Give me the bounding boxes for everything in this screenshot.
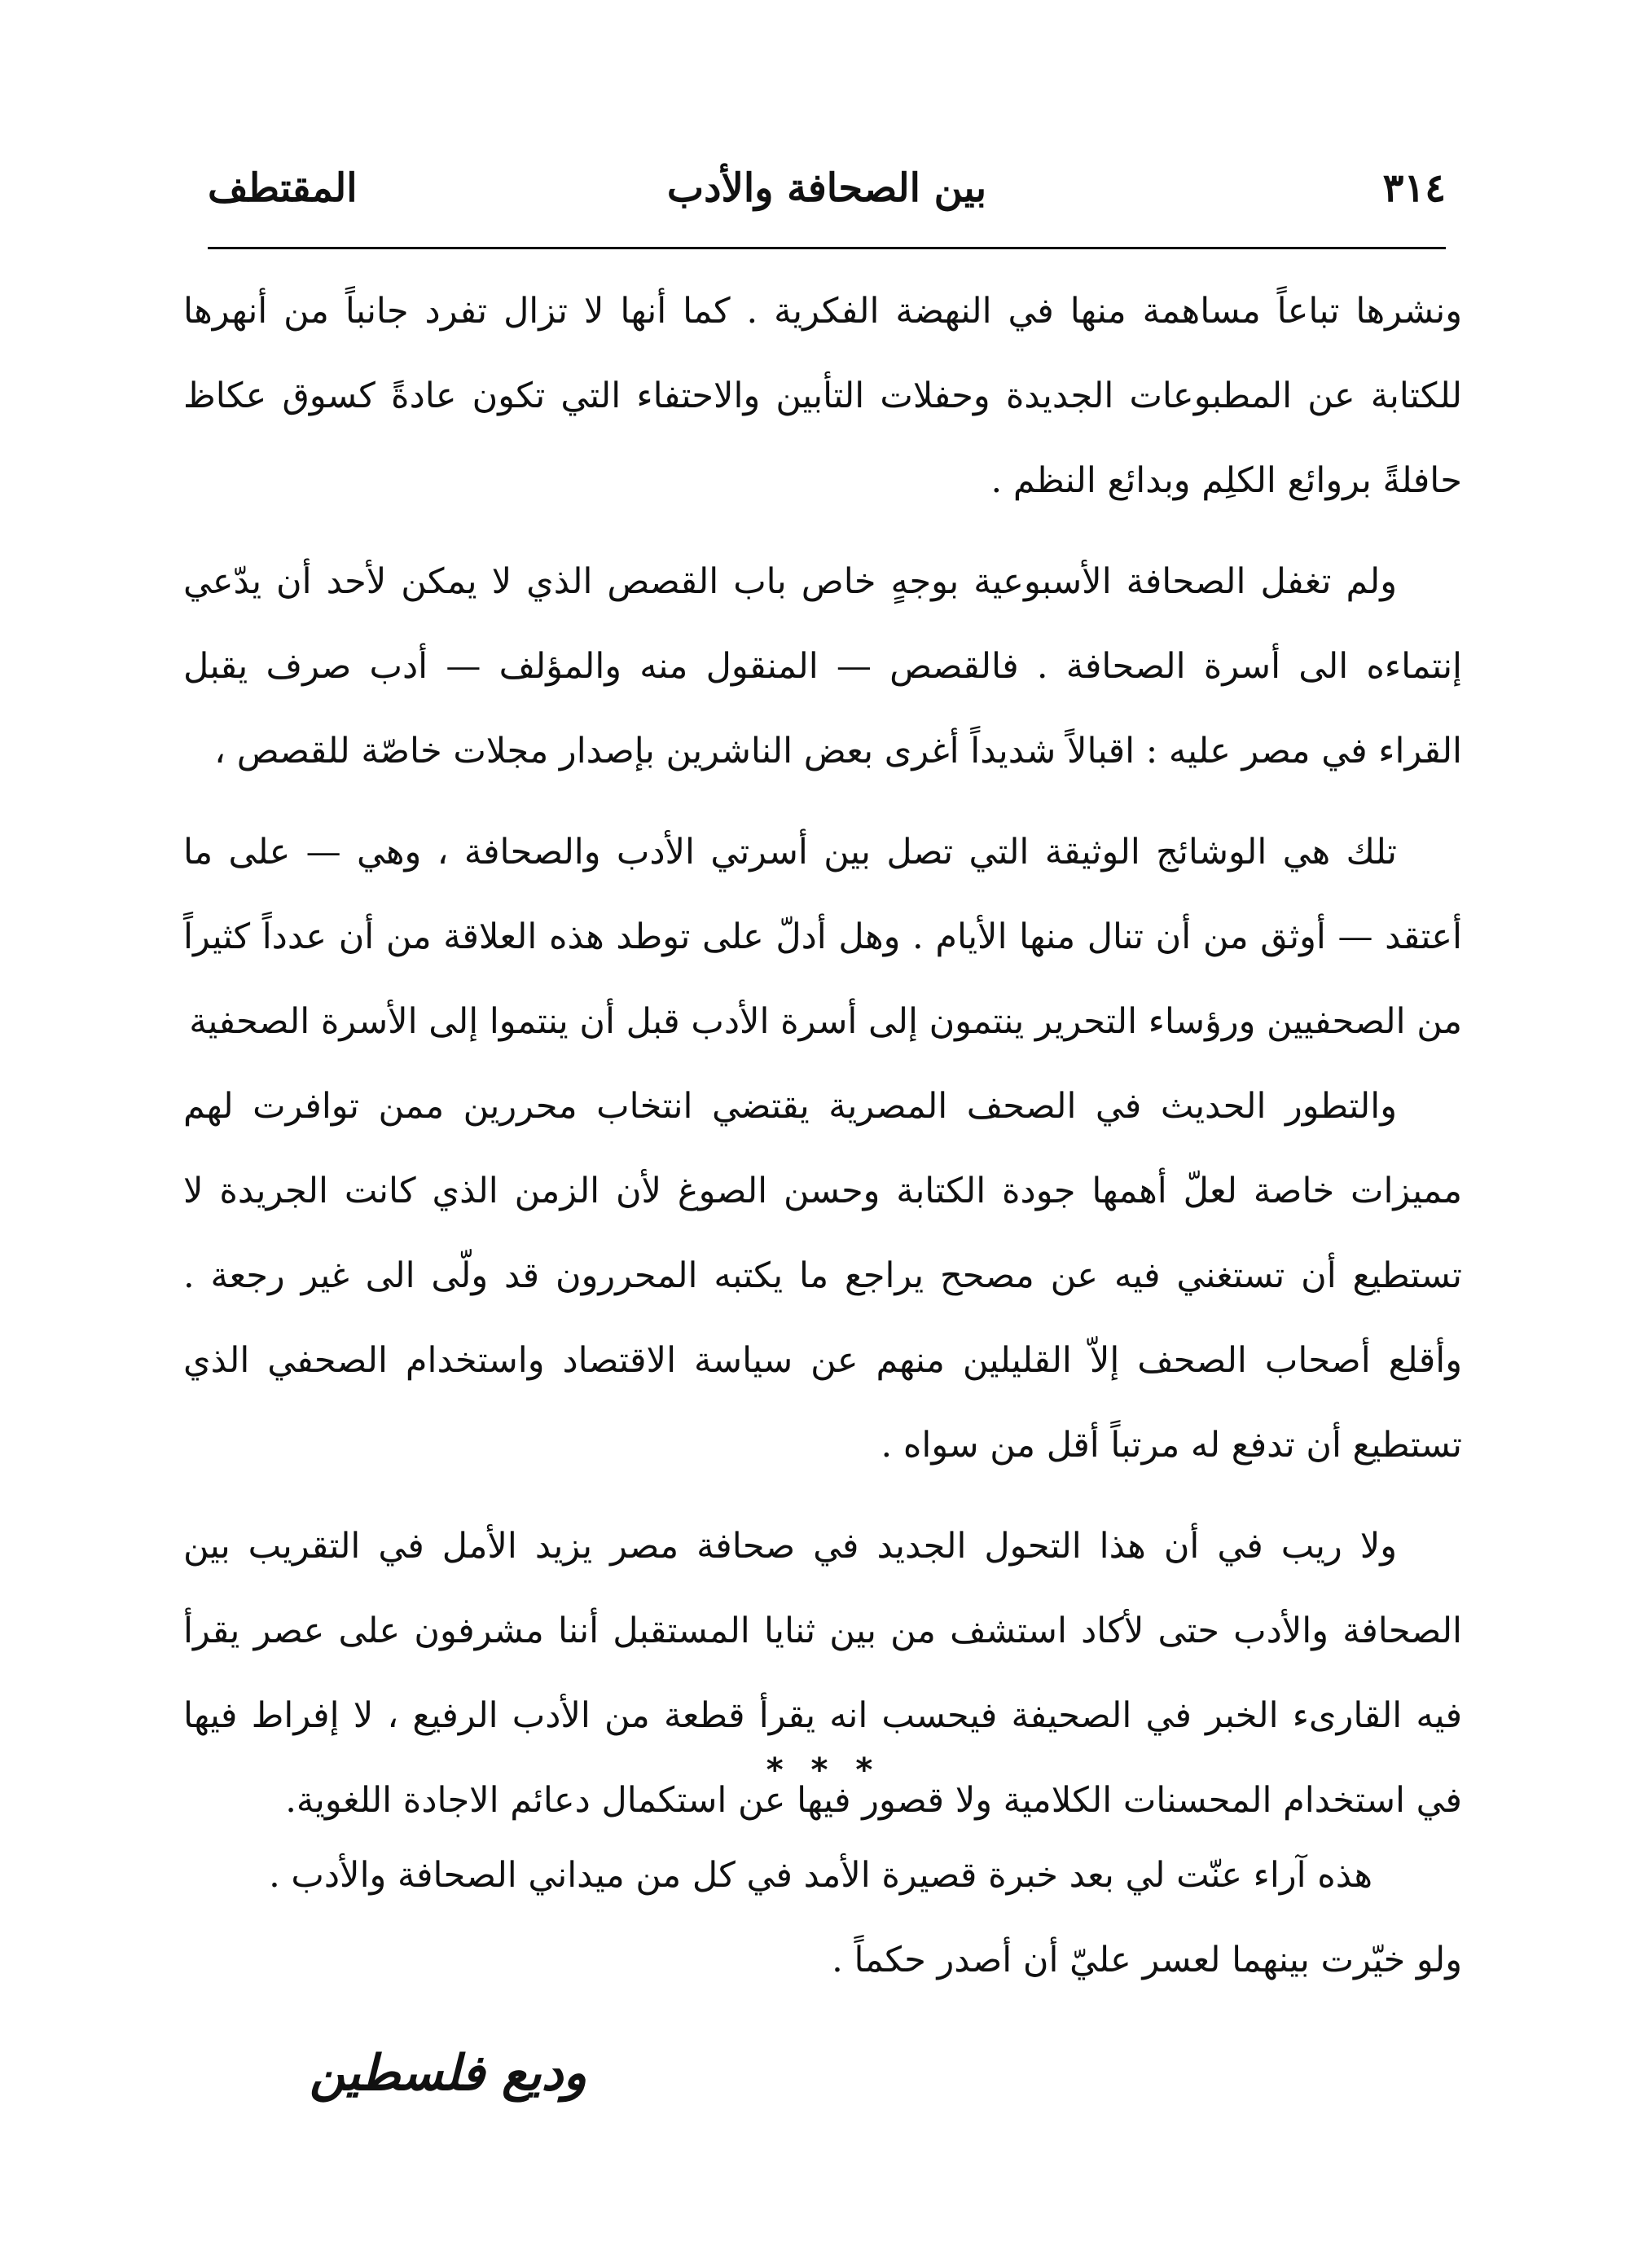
section-separator: * * *: [766, 1752, 881, 1789]
journal-name: المقتطف: [208, 165, 358, 211]
paragraph: ونشرها تباعاً مساهمة منها في النهضة الفكرية . كما أنها لا تزال تفرد جانباً من أنهرها للكتابة عن المطبوعات الجديدة وحفلات التأبين والاحتفاء التي تكون عادةً كسوق عكاظ حافلةً بروائع الكلِم وبدائع النظم .: [183, 291, 1462, 501]
author-signature: وديع فلسطين: [310, 2045, 587, 2102]
article-body: [183, 269, 1462, 1843]
paragraph: ولم تغفل الصحافة الأسبوعية بوجهٍ خاص باب القصص الذي لا يمكن لأحد أن يدّعي إنتماءه الى أسرة الصحافة . فالقصص — المنقول منه والمؤلف — أدب صرف يقبل القراء في مصر عليه : اقبالاً شديداً أغرى بعض الناشرين بإصدار مجلات خاصّة للقصص ،: [183, 561, 1462, 771]
paragraph: ولا ريب في أن هذا التحول الجديد في صحافة مصر يزيد الأمل في التقريب بين الصحافة والأدب حتى لأكاد استشف من بين ثنايا المستقبل أننا مشرفون على عصر يقرأ فيه القارىء الخبر في الصحيفة فيحسب انه يقرأ قطعة من الأدب الرفيع ، لا إفراط فيها في استخدام المحسنات الكلامية ولا قصور فيها عن استكمال دعائم الاجادة اللغوية.: [183, 1526, 1462, 1821]
header-rule: [208, 247, 1446, 249]
page-header: [208, 159, 1446, 224]
closing-line: هذه آراء عنّت لي بعد خبرة قصيرة الأمد في كل من ميداني الصحافة والأدب .: [269, 1855, 1372, 1896]
paragraph: تلك هي الوشائج الوثيقة التي تصل بين أسرتي الأدب والصحافة ، وهي — على ما أعتقد — أوثق من أن تنال منها الأيام . وهل أدلّ على توطد هذه العلاقة من أن عدداً كثيراً من الصحفيين ورؤساء التحرير ينتمون إلى أسرة الأدب قبل أن ينتموا إلى الأسرة الصحفية: [183, 832, 1462, 1042]
closing-note: [183, 1833, 1462, 2002]
closing-line: ولو خيّرت بينهما لعسر عليّ أن أصدر حكماً .: [832, 1940, 1462, 1980]
page-number: ٣١٤: [1382, 165, 1446, 211]
paragraph: والتطور الحديث في الصحف المصرية يقتضي انتخاب محررين ممن توافرت لهم مميزات خاصة لعلّ أهمها جودة الكتابة وحسن الصوغ لأن الزمن الذي كانت الجريدة لا تستطيع أن تستغني فيه عن مصحح يراجع ما يكتبه المحررون قد ولّى الى غير رجعة . وأقلع أصحاب الصحف إلاّ القليلين منهم عن سياسة الاقتصاد واستخدام الصحفي الذي تستطيع أن تدفع له مرتباً أقل من سواه .: [183, 1086, 1462, 1466]
running-title: بين الصحافة والأدب: [666, 165, 987, 211]
